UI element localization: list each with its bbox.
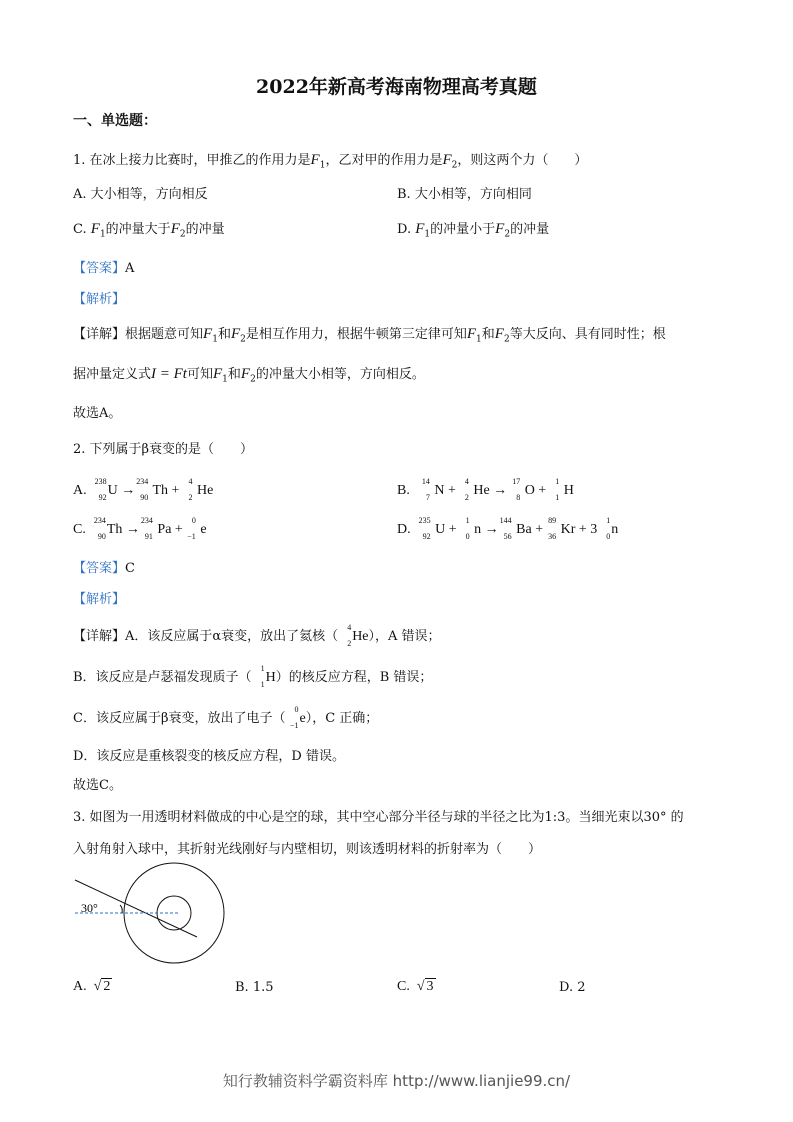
q1-option-d-f2: F	[495, 221, 505, 237]
q1-detail-line2	[73, 363, 425, 385]
q1-option-c[interactable]	[73, 218, 225, 240]
q2-detail-c-part1: C．该反应属于β衰变，放出了电子（	[73, 711, 286, 726]
q2-detail-c: C．该反应属于β衰变，放出了电子（ 0 −1 e），C 正确；	[73, 705, 379, 730]
q2-detail-b-part2: ）的核反应方程，B 错误；	[275, 670, 433, 685]
q1-analysis-tag: 【解析】	[73, 292, 126, 307]
outer-sphere	[124, 863, 224, 963]
q2-detail-b-part1: B．该反应是卢瑟福发现质子（	[73, 670, 252, 685]
nuclide-e: 0 −1	[187, 516, 196, 541]
q2-detail-c-part2: ），C 正确；	[305, 711, 379, 726]
q2-detail-b: B．该反应是卢瑟福发现质子（ 1 1 H）的核反应方程，B 错误；	[73, 664, 433, 689]
q1-stem-part1: 1. 在冰上接力比赛时，甲推乙的作用力是	[73, 153, 311, 168]
page-title: 2022年新高考海南物理高考真题	[256, 76, 537, 98]
nuclide-he4-d: 4 2	[347, 623, 352, 648]
q1-option-c-f1-sub: 1	[99, 229, 106, 240]
q1-detail1-a: 根据题意可知	[125, 327, 204, 342]
nuclide-th234-c: 234 90	[93, 516, 106, 541]
q1-option-d-text2: 的冲量	[510, 222, 550, 237]
q1-option-d-f1: F	[415, 221, 425, 237]
q2-detail-d: D．该反应是重核裂变的核反应方程，D 错误。	[73, 749, 345, 764]
q2-answer	[73, 557, 135, 576]
q1-option-c-text2: 的冲量	[185, 222, 225, 237]
q2-detail-a: 【详解】A．该反应属于α衰变，放出了氦核（ 4 2 He），A 错误；	[73, 623, 441, 648]
q1-option-d-text1: 的冲量小于	[430, 222, 496, 237]
q1-stem-part3: ，则这两个力（ ）	[457, 153, 588, 168]
q3-option-c[interactable]: C. √ 3	[397, 979, 434, 994]
q1-detail1-f1: F	[203, 326, 213, 342]
q3-option-a[interactable]: A. √ 2	[73, 979, 111, 994]
q1-conclusion: 故选A。	[73, 406, 122, 421]
q1-f1-symbol: F	[310, 152, 320, 168]
q1-option-c-text1: 的冲量大于	[105, 222, 171, 237]
nuclide-h1: 1 1	[555, 477, 560, 502]
q1-detail2-f2: F	[240, 366, 251, 382]
q1-option-b[interactable]: B. 大小相等，方向相同	[397, 187, 532, 202]
q2-detail-tag: 【详解】	[73, 629, 126, 644]
nuclide-kr89: 89 36	[548, 516, 557, 541]
q1-detail-tag: 【详解】	[73, 327, 126, 342]
q1-detail1-f2b-sub: 2	[503, 334, 510, 345]
nuclide-o17: 17 8	[512, 477, 521, 502]
q2-detail-a-part1: A．该反应属于α衰变，放出了氦核（	[125, 629, 339, 644]
q1-answer-value: A	[125, 261, 135, 276]
nuclide-n1-b: 1 0	[606, 516, 611, 541]
q1-answer-tag: 【答案】	[73, 261, 126, 276]
q3-option-d[interactable]: D. 2	[559, 980, 586, 995]
q1-detail2-f2-sub: 2	[250, 374, 256, 385]
q2-stem: 2. 下列属于β衰变的是（ ）	[73, 442, 254, 457]
hollow-sphere-diagram	[70, 860, 230, 970]
q2-conclusion: 故选C。	[73, 778, 122, 793]
nuclide-e-d: 0 −1	[289, 705, 299, 730]
q1-stem	[73, 149, 587, 171]
q2-option-a[interactable]: A. 238 92 U → 234 90 Th + 4 2 He	[73, 477, 214, 502]
q1-f2-symbol: F	[442, 152, 452, 168]
q3-stem-line2: 入射角射入球中，其折射光线刚好与内壁相切，则该透明材料的折射率为（ ）	[73, 842, 542, 857]
q1-option-d-label: D.	[397, 222, 412, 237]
nuclide-n14: 14 7	[421, 477, 430, 502]
q1-detail2-a: 据冲量定义式	[73, 367, 152, 382]
q1-option-d-f2-sub: 2	[504, 229, 511, 240]
q1-f1-sub: 1	[319, 160, 326, 171]
q2-answer-value: C	[125, 561, 135, 576]
q1-detail1-f1b: F	[466, 326, 477, 342]
nuclide-pa234: 234 91	[140, 516, 153, 541]
q1-detail1-f2: F	[230, 326, 241, 342]
q1-detail-line1	[73, 323, 666, 345]
q1-detail1-c: 是相互作用力，根据牛顿第三定律可知	[245, 327, 467, 342]
q2-option-d-label: D.	[397, 522, 411, 537]
q2-option-c[interactable]: C. 234 90 Th → 234 91 Pa + 0 −1 e	[73, 516, 207, 541]
footer-watermark[interactable]: 知行教辅资料学霸资料库 http://www.lianjie99.cn/	[222, 1072, 571, 1090]
q3-option-b[interactable]: B. 1.5	[235, 980, 274, 995]
q1-detail2-f1-sub: 1	[222, 374, 228, 385]
q1-detail1-b: 和	[217, 327, 231, 342]
nuclide-u235: 235 92	[418, 516, 431, 541]
nuclide-u238: 238 92	[94, 477, 107, 502]
q3-option-c-value: 3	[426, 979, 434, 994]
q1-option-d-f1-sub: 1	[424, 229, 431, 240]
q1-detail2-d: 的冲量大小相等，方向相反。	[255, 367, 425, 382]
q2-answer-tag: 【答案】	[73, 561, 126, 576]
q1-option-a[interactable]: A. 大小相等，方向相反	[73, 187, 208, 202]
q2-option-b-label: B.	[397, 483, 410, 498]
nuclide-n1: 1 0	[465, 516, 470, 541]
q1-option-c-f2: F	[170, 221, 180, 237]
q3-option-c-label: C.	[397, 979, 410, 994]
q1-detail2-f1: F	[212, 366, 223, 382]
q2-analysis-tag: 【解析】	[73, 592, 126, 607]
nuclide-th234: 234 90	[136, 477, 149, 502]
q1-stem-part2: ，乙对甲的作用力是	[325, 153, 443, 168]
q3-option-a-label: A.	[73, 979, 87, 994]
q2-option-b[interactable]: B. 14 7 N + 4 2 He → 17 8 O + 1 1 H	[397, 477, 574, 502]
q1-detail2-b: 可知	[186, 367, 213, 382]
q1-f2-sub: 2	[451, 160, 458, 171]
nuclide-h1-d: 1 1	[260, 664, 265, 689]
q3-stem-line1: 3. 如图为一用透明材料做成的中心是空的球，其中空心部分半径与球的半径之比为1:3。当细光束以30° 的	[73, 810, 684, 825]
nuclide-he4: 4 2	[188, 477, 193, 502]
q1-detail1-e: 等大反向、具有同时性；根	[509, 327, 666, 342]
q1-detail1-f2-sub: 2	[240, 334, 246, 345]
q1-detail1-f1b-sub: 1	[476, 334, 482, 345]
angle-label: 30°	[81, 901, 98, 915]
q1-detail1-d: 和	[481, 327, 495, 342]
nuclide-he4-b: 4 2	[464, 477, 469, 502]
q1-option-c-f2-sub: 2	[179, 229, 186, 240]
nuclide-ba144: 144 56	[499, 516, 512, 541]
q1-option-c-label: C.	[73, 222, 87, 237]
q1-detail2-c: 和	[227, 367, 241, 382]
q2-detail-a-part2: ），A 错误；	[368, 629, 441, 644]
angle-arc	[120, 905, 122, 913]
q1-detail1-f2b: F	[494, 326, 504, 342]
q1-detail1-f1-sub: 1	[212, 334, 218, 345]
q2-option-c-label: C.	[73, 522, 86, 537]
q3-option-a-value: 2	[103, 979, 111, 994]
q1-option-d[interactable]	[397, 218, 549, 240]
q1-option-c-f1: F	[90, 221, 100, 237]
q1-answer	[73, 257, 134, 276]
q2-option-a-label: A.	[73, 483, 87, 498]
section-heading: 一、单选题：	[73, 113, 157, 129]
q2-option-d[interactable]: D. 235 92 U + 1 0 n → 144 56 Ba + 89 36 Kr + 3 1 0 n	[397, 516, 619, 541]
q1-detail2-equation: I = Ft	[151, 366, 187, 382]
